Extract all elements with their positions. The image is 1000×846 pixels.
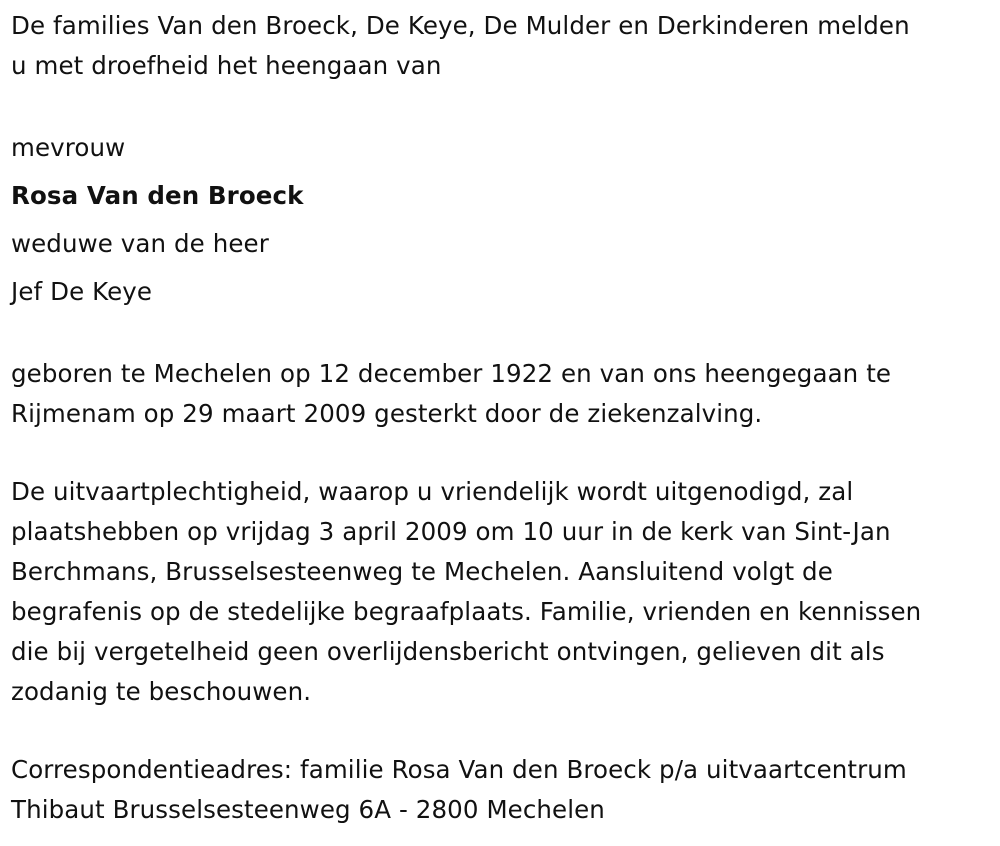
widow-of: weduwe van de heer: [11, 229, 269, 258]
ceremony-paragraph: [11, 472, 980, 712]
ceremony-line: die bij vergetelheid geen overlijdensbericht ontvingen, gelieven dit als: [11, 637, 885, 666]
ceremony-line: De uitvaartplechtigheid, waarop u vriendelijk wordt uitgenodigd, zal: [11, 477, 854, 506]
ceremony-line: plaatshebben op vrijdag 3 april 2009 om 10 uur in de kerk van Sint-Jan: [11, 517, 891, 546]
address-line: Thibaut Brusselsesteenweg 6A - 2800 Mechelen: [11, 795, 605, 824]
salutation: mevrouw: [11, 133, 126, 162]
ceremony-line: zodanig te beschouwen.: [11, 677, 312, 706]
deceased-name: Rosa Van den Broeck: [11, 181, 304, 210]
intro-paragraph: [11, 6, 980, 86]
deceased-block: [11, 124, 980, 316]
address-line: Correspondentieadres: familie Rosa Van den Broeck p/a uitvaartcentrum: [11, 755, 907, 784]
intro-line: De families Van den Broeck, De Keye, De Mulder en Derkinderen melden: [11, 11, 910, 40]
spouse-name: Jef De Keye: [11, 277, 153, 306]
ceremony-line: Berchmans, Brusselsesteenweg te Mechelen. Aansluitend volgt de: [11, 557, 833, 586]
correspondence-address: [11, 750, 980, 830]
birth-death-paragraph: [11, 354, 980, 434]
ceremony-line: begrafenis op de stedelijke begraafplaats. Familie, vrienden en kennissen: [11, 597, 922, 626]
intro-line: u met droefheid het heengaan van: [11, 51, 442, 80]
birth-line: geboren te Mechelen op 12 december 1922 en van ons heengegaan te: [11, 359, 892, 388]
birth-line: Rijmenam op 29 maart 2009 gesterkt door de ziekenzalving.: [11, 399, 763, 428]
